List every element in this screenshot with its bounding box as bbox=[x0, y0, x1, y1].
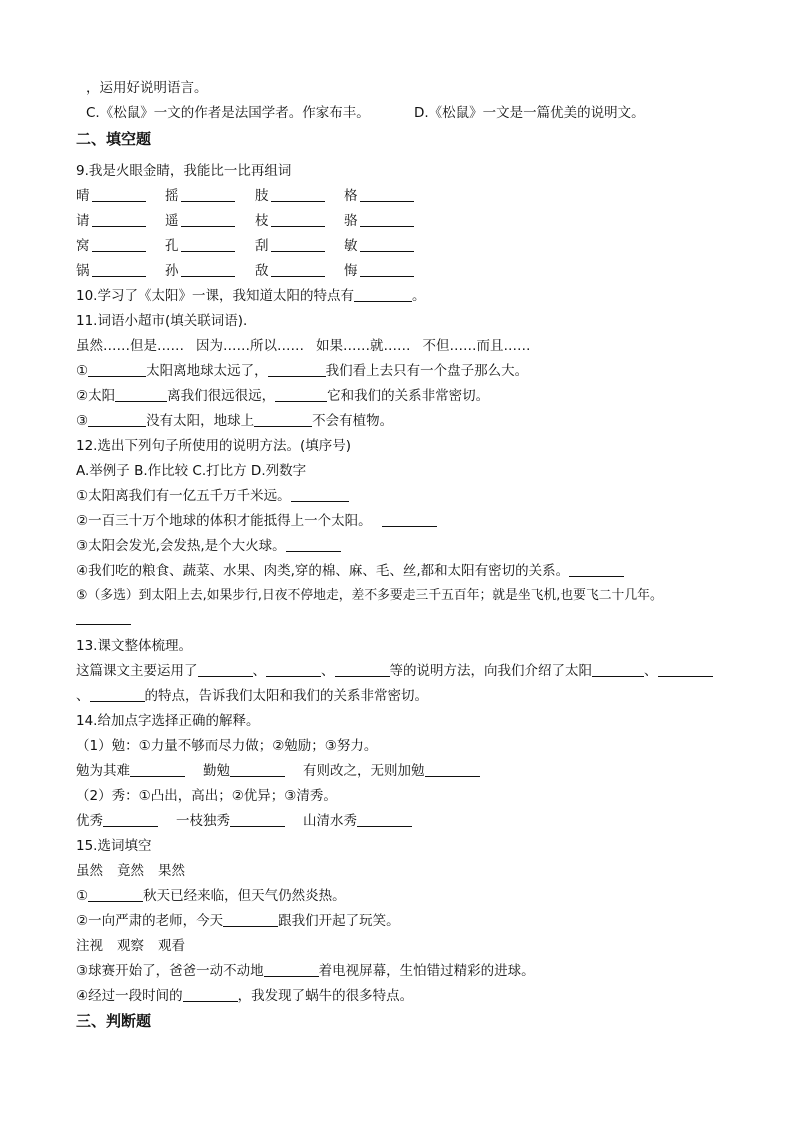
q12-s3-text: ③太阳会发光,会发热,是个大火球。 bbox=[76, 538, 286, 554]
q11-s1-num: ① bbox=[76, 363, 89, 379]
q9-blank[interactable] bbox=[271, 187, 325, 202]
q12-s4-blank[interactable] bbox=[569, 562, 624, 577]
q13-blank-5[interactable] bbox=[658, 662, 713, 677]
q14-blank-6[interactable] bbox=[357, 812, 412, 827]
q15-s2-blank[interactable] bbox=[223, 912, 278, 927]
option-d: D.《松鼠》一文是一篇优美的说明文。 bbox=[414, 105, 645, 121]
q11-s1-text-2: 我们看上去只有一个盘子那么大。 bbox=[325, 363, 529, 379]
q15-word: 观看 bbox=[158, 938, 185, 954]
q12-s4-text: ④我们吃的粮食、蔬菜、水果、肉类,穿的棉、麻、毛、丝,都和太阳有密切的关系。 bbox=[76, 563, 570, 579]
q11-option: 不但……而且…… bbox=[422, 338, 531, 354]
q9-char: 晴 bbox=[76, 188, 90, 204]
q9-cell bbox=[344, 262, 414, 280]
q11-sentence-2 bbox=[76, 387, 489, 405]
q15-word-set-1 bbox=[76, 862, 185, 880]
q15-word: 注视 bbox=[76, 938, 103, 954]
q15-word: 竟然 bbox=[117, 863, 144, 879]
q12-sentence-3 bbox=[76, 537, 341, 555]
q14-word: 一枝独秀 bbox=[176, 813, 230, 829]
q14-blank-1[interactable] bbox=[130, 762, 185, 777]
q9-char: 敌 bbox=[255, 263, 269, 279]
q13-blank-1[interactable] bbox=[198, 662, 253, 677]
q11-options bbox=[76, 337, 531, 355]
q9-cell bbox=[165, 262, 235, 280]
q14-words-2 bbox=[76, 812, 412, 830]
q14-word: 勤勉 bbox=[203, 763, 230, 779]
section-fill-in-title: 二、填空题 bbox=[76, 130, 152, 148]
q9-cell bbox=[76, 262, 146, 280]
q9-cell bbox=[255, 212, 325, 230]
q15-word: 观察 bbox=[117, 938, 144, 954]
q13-sep: 、 bbox=[644, 663, 658, 679]
q10 bbox=[76, 287, 425, 305]
q11-s3-text-1: 没有太阳，地球上 bbox=[146, 413, 255, 429]
q13-text-3: 的特点，告诉我们太阳和我们的关系非常密切。 bbox=[144, 688, 428, 704]
q9-blank[interactable] bbox=[181, 187, 235, 202]
q9-char: 锅 bbox=[76, 263, 90, 279]
q11-s1-blank-1[interactable] bbox=[88, 362, 146, 377]
option-c: C.《松鼠》一文的作者是法国学者。作家布丰。 bbox=[86, 105, 370, 121]
q11-s2-text-1: ②太阳 bbox=[76, 388, 116, 404]
q15-word: 虽然 bbox=[76, 863, 103, 879]
q14-part-2: （2）秀：①凸出，高出；②优异；③清秀。 bbox=[76, 788, 337, 804]
q10-end: 。 bbox=[411, 288, 426, 304]
q14-words-1 bbox=[76, 762, 480, 780]
q13-sep: 、 bbox=[321, 663, 335, 679]
q15-s1-num: ① bbox=[76, 888, 89, 904]
q11-option: 如果……就…… bbox=[316, 338, 411, 354]
q9-char: 敏 bbox=[344, 238, 358, 254]
q9-blank[interactable] bbox=[360, 187, 414, 202]
q11-s1-text-1: 太阳离地球太远了， bbox=[146, 363, 268, 379]
q12-sentence-2 bbox=[76, 512, 437, 530]
q12-s1-blank[interactable] bbox=[291, 487, 349, 502]
q12-sentence-1 bbox=[76, 487, 349, 505]
q12-sentence-5: ⑤（多选）到太阳上去,如果步行,日夜不停地走，差不多要走三千五百年；就是坐飞机,也要飞二十几年。 bbox=[76, 588, 663, 603]
q9-blank[interactable] bbox=[360, 262, 414, 277]
q9-cell bbox=[344, 237, 414, 255]
q15-s3-text-1: ③球赛开始了，爸爸一动不动地 bbox=[76, 963, 264, 979]
q9-cell bbox=[165, 237, 235, 255]
q11-s2-text-2: 离我们很远很远， bbox=[167, 388, 276, 404]
q9-cell bbox=[255, 187, 325, 205]
q9-cell bbox=[76, 187, 146, 205]
q15-sentence-2 bbox=[76, 912, 400, 930]
q9-blank[interactable] bbox=[92, 237, 146, 252]
q15-s4-text-1: ④经过一段时间的 bbox=[76, 988, 183, 1004]
q9-blank[interactable] bbox=[360, 212, 414, 227]
section-judgment-title: 三、判断题 bbox=[76, 1012, 152, 1030]
q9-cell bbox=[165, 187, 235, 205]
q9-blank[interactable] bbox=[181, 237, 235, 252]
q9-prompt: 9.我是火眼金睛，我能比一比再组词 bbox=[76, 163, 292, 179]
q13-sep: 、 bbox=[252, 663, 266, 679]
q10-text: 10.学习了《太阳》一课，我知道太阳的特点有 bbox=[76, 288, 354, 304]
q9-char: 遥 bbox=[165, 213, 179, 229]
q11-sentence-1 bbox=[76, 362, 528, 380]
q15-s3-blank[interactable] bbox=[264, 962, 319, 977]
q15-s4-blank[interactable] bbox=[183, 987, 238, 1002]
q15-prompt: 15.选词填空 bbox=[76, 838, 152, 854]
q11-s2-blank-1[interactable] bbox=[115, 387, 167, 402]
q11-s3-num: ③ bbox=[76, 413, 89, 429]
q15-s3-text-2: 着电视屏幕，生怕错过精彩的进球。 bbox=[318, 963, 535, 979]
q11-option: 因为……所以…… bbox=[196, 338, 304, 354]
q9-blank[interactable] bbox=[181, 212, 235, 227]
q9-blank[interactable] bbox=[271, 237, 325, 252]
q9-char: 格 bbox=[344, 188, 358, 204]
q9-char: 肢 bbox=[255, 188, 269, 204]
q11-option: 虽然……但是…… bbox=[76, 338, 184, 354]
q12-prompt: 12.选出下列句子所使用的说明方法。(填序号) bbox=[76, 438, 352, 454]
q12-s3-blank[interactable] bbox=[286, 537, 341, 552]
q13-line-2 bbox=[76, 687, 428, 705]
q15-word: 果然 bbox=[158, 863, 185, 879]
q14-blank-3[interactable] bbox=[425, 762, 480, 777]
q9-blank[interactable] bbox=[92, 187, 146, 202]
q12-sentence-4 bbox=[76, 562, 624, 580]
q12-s5-answer bbox=[76, 610, 131, 628]
q12-s5-blank[interactable] bbox=[76, 610, 131, 625]
q9-cell bbox=[165, 212, 235, 230]
q9-blank[interactable] bbox=[181, 262, 235, 277]
q14-word: 优秀 bbox=[76, 813, 103, 829]
q9-cell bbox=[76, 237, 146, 255]
q14-part-1: （1）勉：①力量不够而尽力做；②勉励；③努力。 bbox=[76, 738, 378, 754]
q13-line-1 bbox=[76, 662, 713, 680]
q11-s3-blank-1[interactable] bbox=[88, 412, 146, 427]
q10-blank[interactable] bbox=[354, 287, 412, 302]
q12-s1-text: ①太阳离我们有一亿五千万千米远。 bbox=[76, 488, 291, 504]
q9-char: 摇 bbox=[165, 188, 179, 204]
q9-cell bbox=[255, 237, 325, 255]
q9-char: 请 bbox=[76, 213, 90, 229]
q9-char: 骆 bbox=[344, 213, 358, 229]
q15-sentence-3 bbox=[76, 962, 535, 980]
q13-blank-6[interactable] bbox=[90, 687, 145, 702]
q14-blank-5[interactable] bbox=[230, 812, 285, 827]
q11-s3-text-2: 不会有植物。 bbox=[312, 413, 394, 429]
q15-s2-text-2: 跟我们开起了玩笑。 bbox=[278, 913, 400, 929]
q14-blank-2[interactable] bbox=[230, 762, 285, 777]
q13-blank-2[interactable] bbox=[266, 662, 321, 677]
q12-choices: A.举例子 B.作比较 C.打比方 D.列数字 bbox=[76, 463, 307, 479]
q14-word: 有则改之，无则加勉 bbox=[303, 763, 425, 779]
q11-sentence-3 bbox=[76, 412, 393, 430]
q9-char: 孔 bbox=[165, 238, 179, 254]
q9-blank[interactable] bbox=[271, 262, 325, 277]
q15-s1-text: 秋天已经来临，但天气仍然炎热。 bbox=[143, 888, 346, 904]
q14-blank-4[interactable] bbox=[103, 812, 158, 827]
q11-s1-blank-2[interactable] bbox=[268, 362, 326, 377]
q9-char: 悔 bbox=[344, 263, 358, 279]
q9-cell bbox=[344, 212, 414, 230]
q11-s2-text-3: 它和我们的关系非常密切。 bbox=[327, 388, 490, 404]
q13-blank-3[interactable] bbox=[335, 662, 390, 677]
q14-word: 勉为其难 bbox=[76, 763, 130, 779]
q9-char: 枝 bbox=[255, 213, 269, 229]
q9-blank[interactable] bbox=[360, 237, 414, 252]
q13-sep: 、 bbox=[76, 688, 90, 704]
q9-char: 孙 bbox=[165, 263, 179, 279]
q11-s2-blank-2[interactable] bbox=[275, 387, 327, 402]
q15-s4-text-2: ，我发现了蜗牛的很多特点。 bbox=[237, 988, 414, 1004]
q15-sentence-1 bbox=[76, 887, 346, 905]
q15-sentence-4 bbox=[76, 987, 413, 1005]
q13-prompt: 13.课文整体梳理。 bbox=[76, 638, 192, 654]
q14-prompt: 14.给加点字选择正确的解释。 bbox=[76, 713, 260, 729]
q15-s1-blank[interactable] bbox=[88, 887, 143, 902]
q9-cell bbox=[255, 262, 325, 280]
q15-word-set-2 bbox=[76, 937, 185, 955]
q12-s2-blank[interactable] bbox=[382, 512, 437, 527]
q9-char: 刮 bbox=[255, 238, 269, 254]
q15-s2-text-1: ②一向严肃的老师，今天 bbox=[76, 913, 224, 929]
continued-line: ，运用好说明语言。 bbox=[86, 80, 208, 96]
q12-s2-text: ②一百三十万个地球的体积才能抵得上一个太阳。 bbox=[76, 513, 372, 529]
q9-char: 窝 bbox=[76, 238, 90, 254]
q9-blank[interactable] bbox=[92, 262, 146, 277]
q13-text-2: 等的说明方法，向我们介绍了太阳 bbox=[389, 663, 592, 679]
q14-word: 山清水秀 bbox=[303, 813, 357, 829]
q11-prompt: 11.词语小超市(填关联词语). bbox=[76, 313, 248, 329]
q9-blank[interactable] bbox=[92, 212, 146, 227]
q9-blank[interactable] bbox=[271, 212, 325, 227]
q9-cell bbox=[76, 212, 146, 230]
q13-blank-4[interactable] bbox=[592, 662, 644, 677]
q9-cell bbox=[344, 187, 414, 205]
q13-text-1: 这篇课文主要运用了 bbox=[76, 663, 198, 679]
q11-s3-blank-2[interactable] bbox=[254, 412, 312, 427]
